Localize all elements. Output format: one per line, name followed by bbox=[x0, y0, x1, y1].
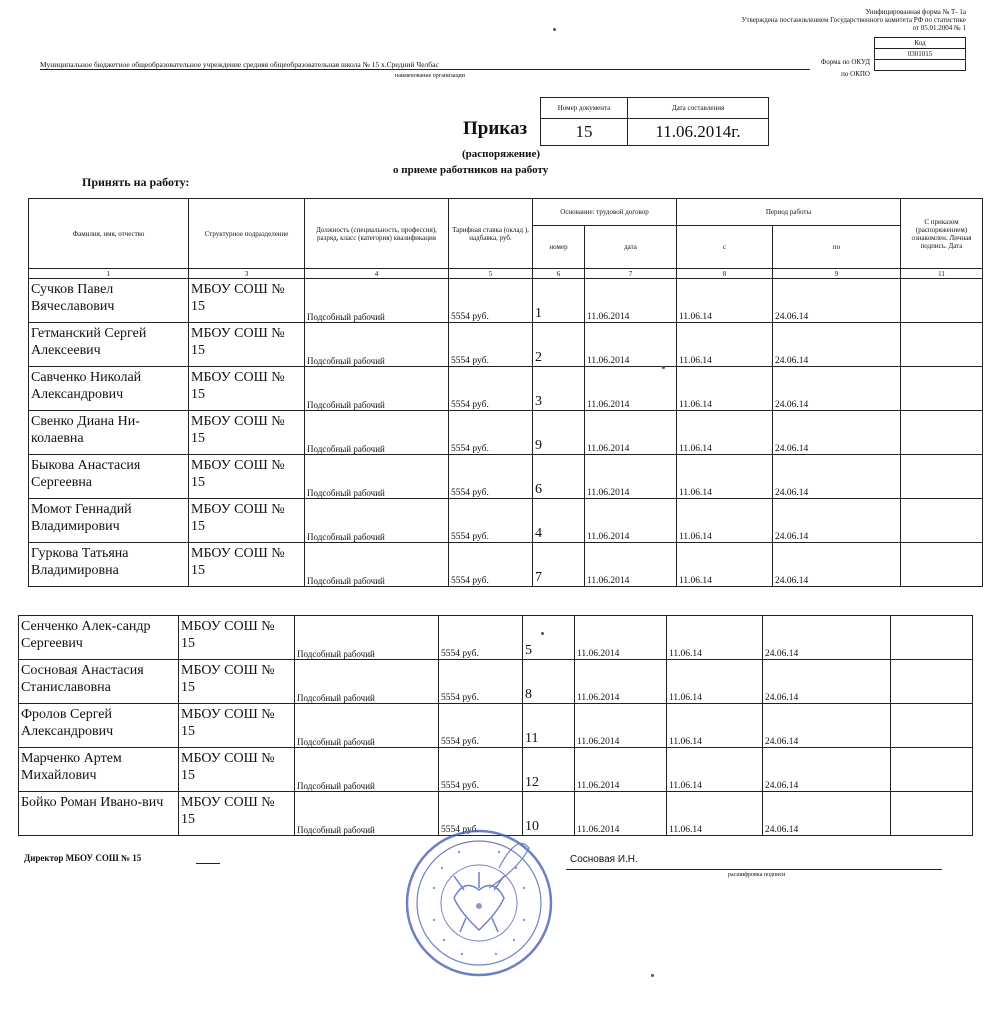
contract-number: 8 bbox=[523, 660, 575, 704]
document-number-box bbox=[540, 97, 769, 146]
table-row bbox=[19, 748, 973, 792]
signature-cell bbox=[901, 543, 983, 587]
employee-position: Подсобный рабочий bbox=[305, 323, 449, 367]
organization-caption: наименование организации bbox=[395, 73, 465, 79]
employee-name: Савченко Николай Александрович bbox=[29, 367, 189, 411]
employee-unit: МБОУ СОШ № 15 bbox=[179, 616, 295, 660]
code-box bbox=[874, 37, 966, 71]
contract-number: 5 bbox=[523, 616, 575, 660]
column-number: 3 bbox=[189, 269, 305, 279]
scan-speck bbox=[553, 28, 556, 31]
contract-date: 11.06.2014 bbox=[585, 411, 677, 455]
employee-rate: 5554 руб. bbox=[449, 279, 533, 323]
employee-name: Быкова Анастасия Сергеевна bbox=[29, 455, 189, 499]
employee-position: Подсобный рабочий bbox=[295, 616, 439, 660]
contract-date: 11.06.2014 bbox=[575, 660, 667, 704]
period-from: 11.06.14 bbox=[677, 367, 773, 411]
contract-number: 12 bbox=[523, 748, 575, 792]
table-row bbox=[29, 323, 983, 367]
period-from: 11.06.14 bbox=[667, 704, 763, 748]
number-label: Номер документа bbox=[541, 98, 628, 119]
employee-position: Подсобный рабочий bbox=[305, 367, 449, 411]
header-acquainted: С приказом (распоряжением) ознакомлен. Личная подпись. Дата bbox=[901, 199, 983, 269]
employee-name: Гетманский Сергей Алексеевич bbox=[29, 323, 189, 367]
employee-name: Марченко Артем Михайлович bbox=[19, 748, 179, 792]
employee-name: Фролов Сергей Александрович bbox=[19, 704, 179, 748]
period-from: 11.06.14 bbox=[667, 660, 763, 704]
table-row bbox=[29, 367, 983, 411]
scan-speck bbox=[662, 366, 665, 369]
employee-unit: МБОУ СОШ № 15 bbox=[179, 660, 295, 704]
column-number: 6 bbox=[533, 269, 585, 279]
table-row bbox=[19, 704, 973, 748]
employee-rate: 5554 руб. bbox=[439, 660, 523, 704]
contract-date: 11.06.2014 bbox=[585, 323, 677, 367]
period-from: 11.06.14 bbox=[677, 323, 773, 367]
employee-name: Гуркова Татьяна Владимировна bbox=[29, 543, 189, 587]
document-number: 15 bbox=[541, 119, 628, 146]
period-from: 11.06.14 bbox=[667, 748, 763, 792]
employee-rate: 5554 руб. bbox=[449, 411, 533, 455]
employee-rate: 5554 руб. bbox=[449, 543, 533, 587]
period-to: 24.06.14 bbox=[763, 704, 891, 748]
employee-unit: МБОУ СОШ № 15 bbox=[189, 367, 305, 411]
signature-cell bbox=[901, 367, 983, 411]
column-number: 7 bbox=[585, 269, 677, 279]
document-subtitle-2: о приеме работников на работу bbox=[393, 164, 549, 176]
employee-position: Подсобный рабочий bbox=[305, 411, 449, 455]
period-to: 24.06.14 bbox=[773, 499, 901, 543]
contract-number: 11 bbox=[523, 704, 575, 748]
period-to: 24.06.14 bbox=[773, 279, 901, 323]
header-period: Период работы bbox=[677, 199, 901, 226]
employee-rate: 5554 руб. bbox=[439, 616, 523, 660]
employee-unit: МБОУ СОШ № 15 bbox=[189, 499, 305, 543]
column-number: 9 bbox=[773, 269, 901, 279]
director-label: Директор МБОУ СОШ № 15 bbox=[24, 853, 142, 863]
form-line-3: от 05.01.2004 № 1 bbox=[912, 24, 966, 32]
period-to: 24.06.14 bbox=[763, 660, 891, 704]
header-basis: Основание: трудовой договор bbox=[533, 199, 677, 226]
header-period-from: с bbox=[677, 226, 773, 269]
period-from: 11.06.14 bbox=[677, 411, 773, 455]
signature-decode-line bbox=[566, 869, 942, 870]
employee-name: Сосновая Анастасия Станиславовна bbox=[19, 660, 179, 704]
employee-position: Подсобный рабочий bbox=[305, 543, 449, 587]
date-label: Дата составления bbox=[628, 98, 769, 119]
okpo-label: по ОКПО bbox=[841, 70, 870, 78]
header-basis-number: номер bbox=[533, 226, 585, 269]
signature-cell bbox=[891, 616, 973, 660]
period-to: 24.06.14 bbox=[763, 616, 891, 660]
signature-cell bbox=[891, 704, 973, 748]
contract-date: 11.06.2014 bbox=[585, 499, 677, 543]
employee-rate: 5554 руб. bbox=[439, 704, 523, 748]
employee-name: Свенко Диана Ни-колаевна bbox=[29, 411, 189, 455]
okpo-value bbox=[875, 60, 966, 71]
contract-date: 11.06.2014 bbox=[575, 792, 667, 836]
scan-speck bbox=[541, 632, 544, 635]
column-number: 5 bbox=[449, 269, 533, 279]
signature-cell bbox=[901, 323, 983, 367]
document-date: 11.06.2014г. bbox=[628, 119, 769, 146]
table-row bbox=[19, 616, 973, 660]
period-from: 11.06.14 bbox=[677, 543, 773, 587]
okud-label: Форма по ОКУД bbox=[820, 58, 870, 66]
employee-rate: 5554 руб. bbox=[449, 499, 533, 543]
column-number: 11 bbox=[901, 269, 983, 279]
period-from: 11.06.14 bbox=[677, 455, 773, 499]
period-from: 11.06.14 bbox=[667, 792, 763, 836]
table-row bbox=[29, 411, 983, 455]
official-stamp-icon bbox=[404, 828, 554, 978]
document-title: Приказ bbox=[463, 118, 528, 139]
signature-cell bbox=[901, 279, 983, 323]
header-basis-date: дата bbox=[585, 226, 677, 269]
table-row bbox=[29, 455, 983, 499]
header-position: Должность (специальность, профессия), разряд, класс (категория) квалификация bbox=[305, 199, 449, 269]
director-signature-line bbox=[196, 863, 220, 864]
table-row bbox=[19, 660, 973, 704]
code-label: Код bbox=[875, 38, 966, 49]
employee-position: Подсобный рабочий bbox=[305, 279, 449, 323]
header-unit: Структурное подразделение bbox=[189, 199, 305, 269]
contract-date: 11.06.2014 bbox=[585, 279, 677, 323]
employee-rate: 5554 руб. bbox=[439, 748, 523, 792]
employee-position: Подсобный рабочий bbox=[295, 748, 439, 792]
employee-unit: МБОУ СОШ № 15 bbox=[189, 323, 305, 367]
form-line-1: Унифицированная форма № Т- 1а bbox=[865, 8, 966, 16]
signature-cell bbox=[901, 499, 983, 543]
period-from: 11.06.14 bbox=[667, 616, 763, 660]
scan-speck bbox=[651, 974, 654, 977]
period-from: 11.06.14 bbox=[677, 499, 773, 543]
header-rate: Тарифная ставка (оклад ), надбавка, руб. bbox=[449, 199, 533, 269]
contract-date: 11.06.2014 bbox=[575, 704, 667, 748]
signature-cell bbox=[891, 660, 973, 704]
contract-number: 9 bbox=[533, 411, 585, 455]
signature-cell bbox=[891, 748, 973, 792]
header-name: Фамилия, имя, отчество bbox=[29, 199, 189, 269]
employee-position: Подсобный рабочий bbox=[305, 499, 449, 543]
contract-number: 7 bbox=[533, 543, 585, 587]
period-to: 24.06.14 bbox=[763, 792, 891, 836]
employee-rate: 5554 руб. bbox=[449, 323, 533, 367]
employee-unit: МБОУ СОШ № 15 bbox=[189, 279, 305, 323]
employee-unit: МБОУ СОШ № 15 bbox=[179, 792, 295, 836]
employee-unit: МБОУ СОШ № 15 bbox=[189, 543, 305, 587]
contract-date: 11.06.2014 bbox=[585, 455, 677, 499]
employee-rate: 5554 руб. bbox=[449, 367, 533, 411]
period-to: 24.06.14 bbox=[773, 323, 901, 367]
director-name: Сосновая И.Н. bbox=[570, 854, 638, 865]
contract-number: 10 bbox=[523, 792, 575, 836]
organization-name: Муниципальное бюджетное общеобразовательное учреждение средняя общеобразовательная школа № 15 х.Средний Челбас bbox=[40, 60, 810, 70]
column-number: 8 bbox=[677, 269, 773, 279]
employee-unit: МБОУ СОШ № 15 bbox=[179, 704, 295, 748]
contract-date: 11.06.2014 bbox=[575, 748, 667, 792]
employee-name: Сучков Павел Вячеславович bbox=[29, 279, 189, 323]
period-to: 24.06.14 bbox=[773, 411, 901, 455]
signature-cell bbox=[901, 411, 983, 455]
contract-number: 6 bbox=[533, 455, 585, 499]
employee-unit: МБОУ СОШ № 15 bbox=[189, 455, 305, 499]
contract-number: 2 bbox=[533, 323, 585, 367]
form-header bbox=[742, 8, 966, 32]
accept-label: Принять на работу: bbox=[82, 175, 190, 189]
employee-rate: 5554 руб. bbox=[439, 792, 523, 836]
contract-date: 11.06.2014 bbox=[585, 543, 677, 587]
period-to: 24.06.14 bbox=[763, 748, 891, 792]
employee-name: Момот Геннадий Владимирович bbox=[29, 499, 189, 543]
signature-cell bbox=[901, 455, 983, 499]
period-from: 11.06.14 bbox=[677, 279, 773, 323]
employee-name: Бойко Роман Ивано-вич bbox=[19, 792, 179, 836]
okud-value: 0301015 bbox=[875, 49, 966, 60]
signature-caption: расшифровка подписи bbox=[728, 872, 786, 878]
employee-position: Подсобный рабочий bbox=[295, 660, 439, 704]
column-numbers-row bbox=[29, 269, 983, 279]
period-to: 24.06.14 bbox=[773, 455, 901, 499]
column-number: 4 bbox=[305, 269, 449, 279]
employee-unit: МБОУ СОШ № 15 bbox=[179, 748, 295, 792]
employee-position: Подсобный рабочий bbox=[305, 455, 449, 499]
employee-rate: 5554 руб. bbox=[449, 455, 533, 499]
employee-unit: МБОУ СОШ № 15 bbox=[189, 411, 305, 455]
header-period-to: по bbox=[773, 226, 901, 269]
period-to: 24.06.14 bbox=[773, 367, 901, 411]
employee-position: Подсобный рабочий bbox=[295, 704, 439, 748]
document-subtitle-1: (распоряжение) bbox=[462, 148, 541, 160]
employees-table-continued bbox=[18, 615, 973, 836]
employee-position: Подсобный рабочий bbox=[295, 792, 439, 836]
contract-number: 4 bbox=[533, 499, 585, 543]
table-row bbox=[29, 543, 983, 587]
contract-date: 11.06.2014 bbox=[575, 616, 667, 660]
table-row bbox=[29, 499, 983, 543]
signature-cell bbox=[891, 792, 973, 836]
employees-table bbox=[28, 198, 983, 587]
contract-number: 3 bbox=[533, 367, 585, 411]
employee-name: Сенченко Алек-сандр Сергеевич bbox=[19, 616, 179, 660]
form-line-2: Утверждена постановлением Государственного комитета РФ по статистике bbox=[741, 16, 966, 24]
table-row bbox=[29, 279, 983, 323]
column-number: 1 bbox=[29, 269, 189, 279]
contract-date: 11.06.2014 bbox=[585, 367, 677, 411]
period-to: 24.06.14 bbox=[773, 543, 901, 587]
contract-number: 1 bbox=[533, 279, 585, 323]
